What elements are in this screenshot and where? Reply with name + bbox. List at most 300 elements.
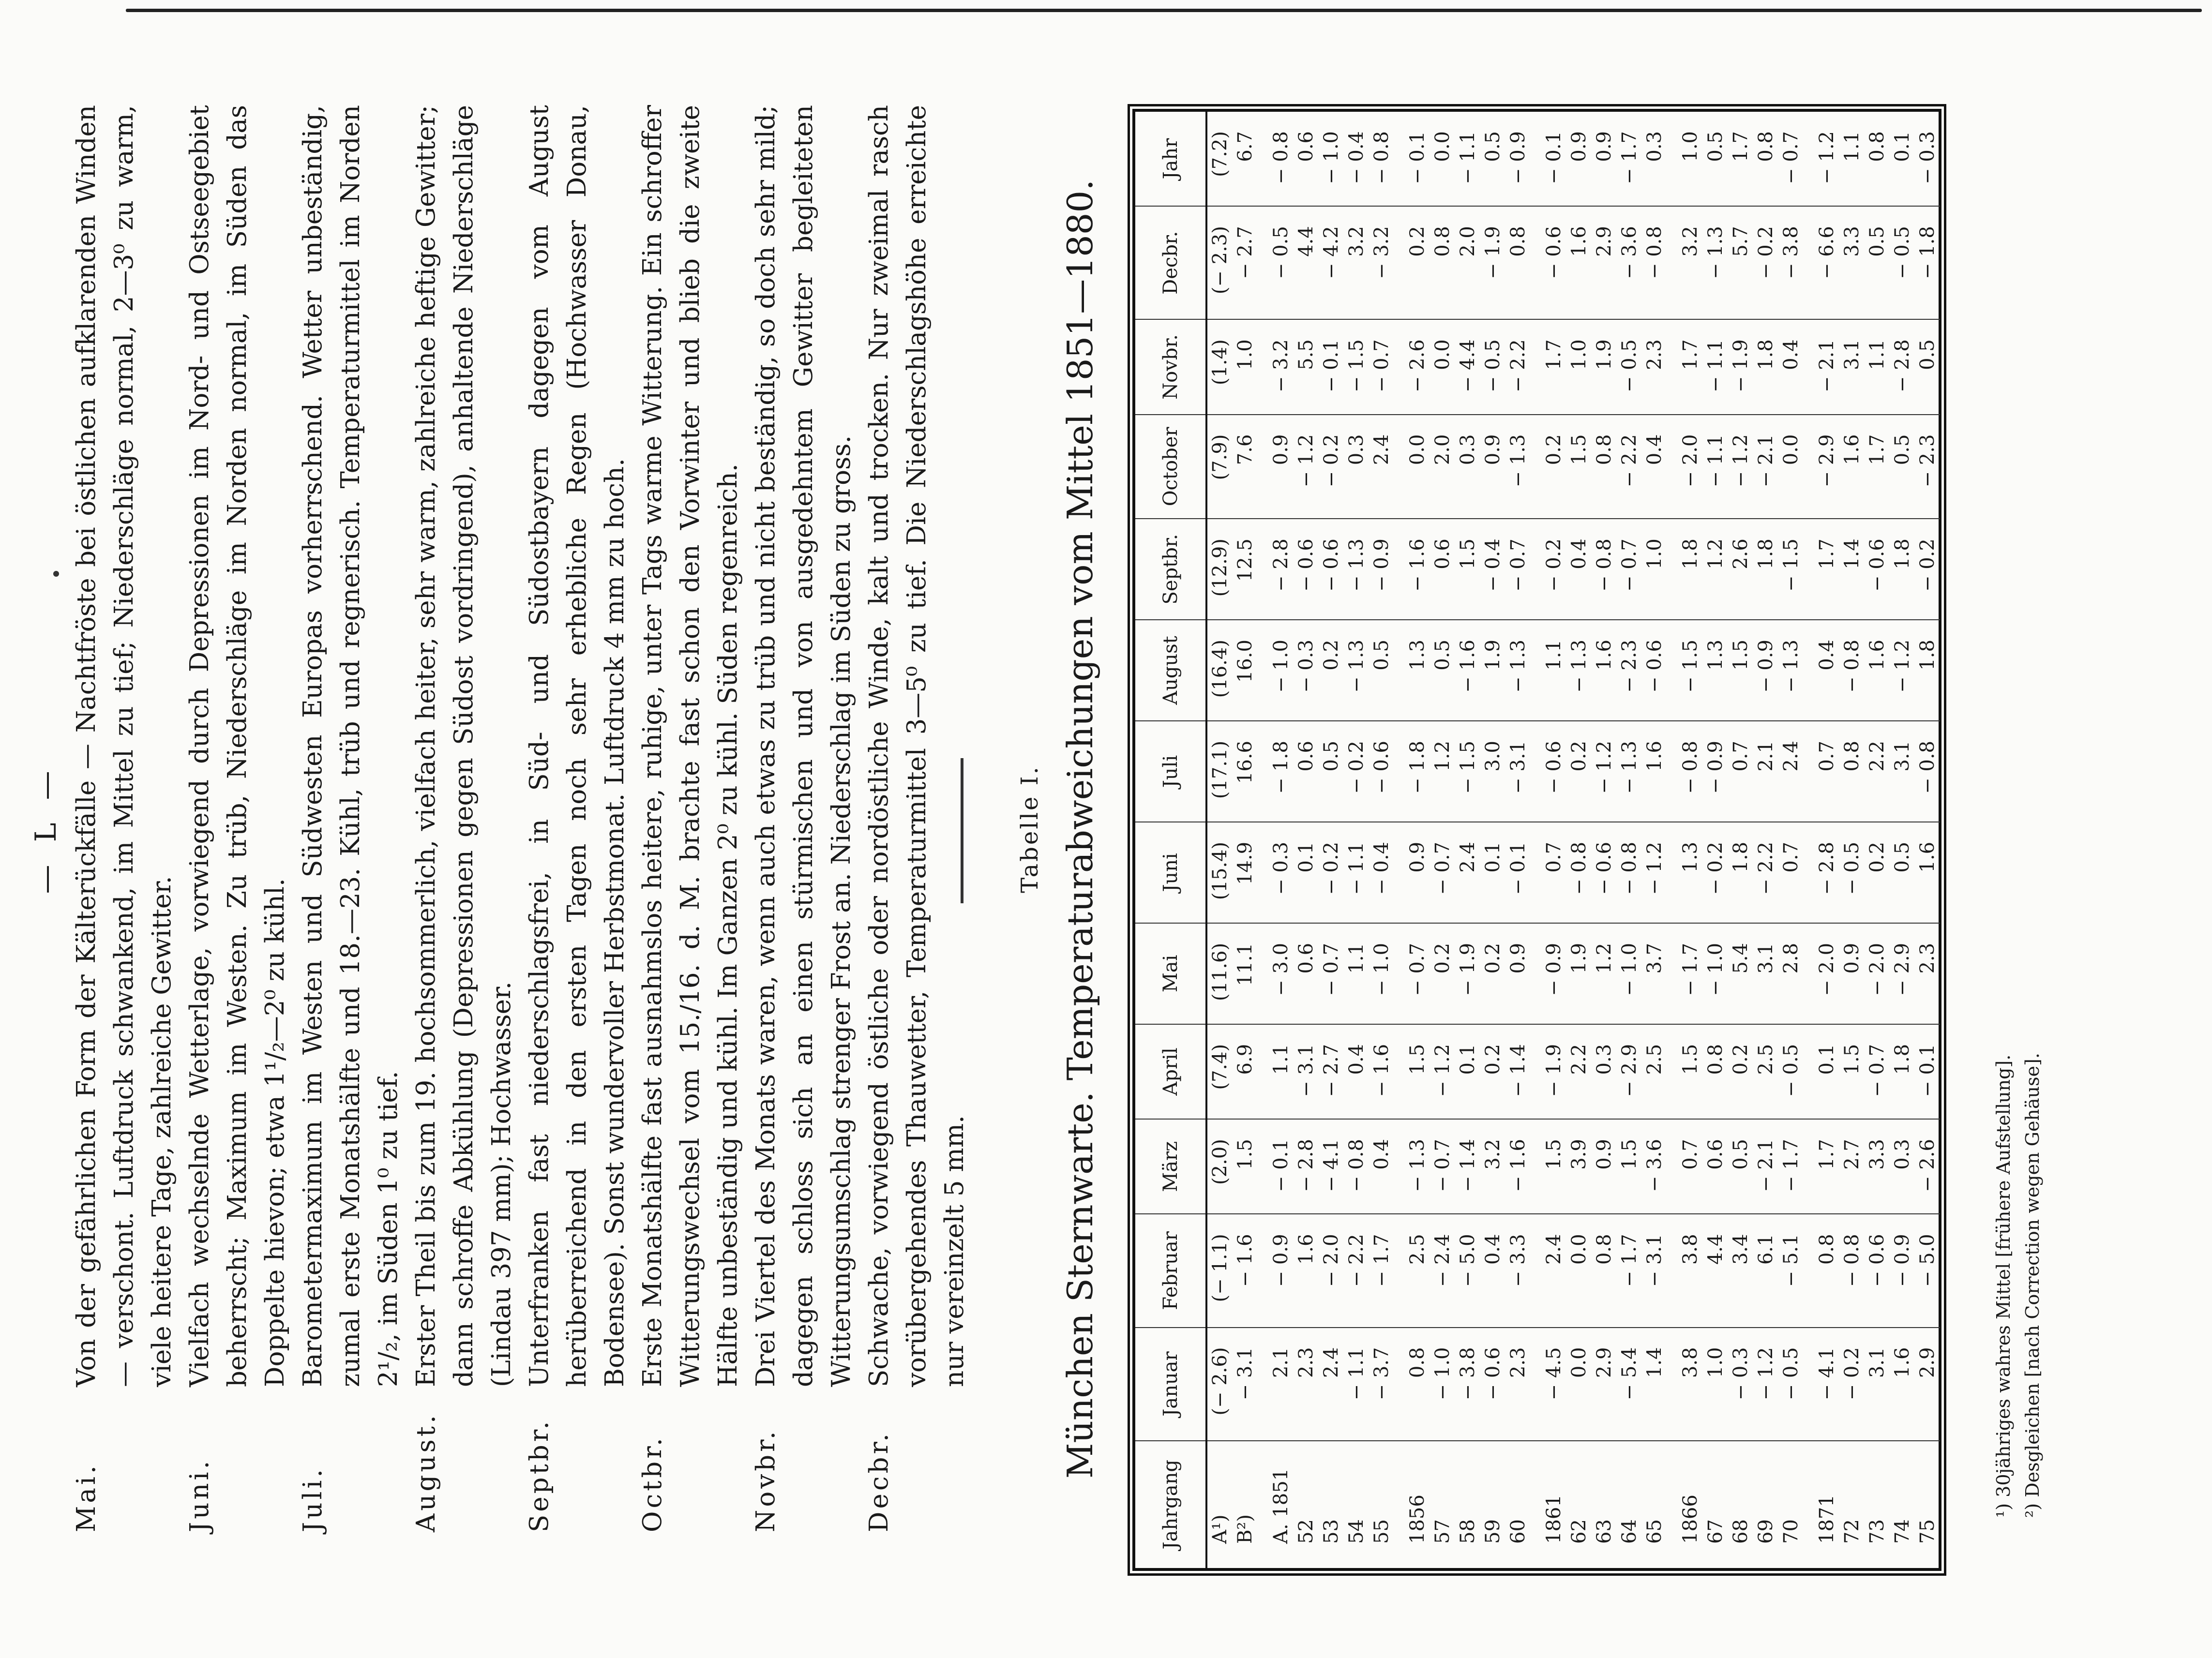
value-cell: − 0.9: [1505, 112, 1531, 206]
value-cell: 0.6: [1430, 519, 1455, 620]
value-cell: 0.2: [1566, 721, 1592, 822]
value-cell: − 2.9: [1617, 1024, 1642, 1119]
value-cell: − 0.8: [1566, 822, 1592, 923]
column-header: April: [1135, 1024, 1206, 1119]
value-cell: − 0.6: [1369, 721, 1394, 822]
value-cell: − 1.6: [1369, 1024, 1394, 1119]
month-text: Drei Viertel des Monats waren, wenn auch etwas zu trüb und nicht beständig, so doch sehr mild; dagegen schloss sich an einen stürmischen und von ausgedehntem Gewitter begleiteten Witterungsumschlag strenger Frost an. Niederschlag im Süden zu gross.: [751, 105, 856, 1387]
year-cell: 59: [1482, 1519, 1504, 1544]
value-cell: 0.7: [1531, 822, 1566, 923]
value-cell: − 0.5: [1890, 206, 1915, 319]
value-cell: − 1.3: [1566, 620, 1592, 721]
value-cell: − 3.7: [1369, 1328, 1394, 1441]
year-cell: 68: [1730, 1519, 1752, 1544]
value-cell: − 2.8: [1258, 519, 1294, 620]
value-cell: − 2.1: [1753, 1119, 1778, 1214]
value-cell: 3.3: [1865, 1119, 1890, 1214]
value-cell: − 2.6: [1915, 1119, 1940, 1214]
month-label: Juni.: [185, 1458, 214, 1532]
value-cell: − 0.4: [1369, 822, 1394, 923]
year-cell: 64: [1618, 1519, 1640, 1544]
year-cell: 73: [1866, 1519, 1888, 1544]
column-header: Februar: [1135, 1214, 1206, 1327]
table-row: [1505, 112, 1531, 1568]
value-cell: 1.9: [1480, 620, 1505, 721]
value-cell: 2.1: [1258, 1328, 1294, 1441]
value-cell: 0.7: [1778, 822, 1804, 923]
value-cell: − 4.2: [1319, 206, 1344, 319]
value-cell: − 1.1: [1703, 415, 1728, 519]
value-cell: 0.8: [1703, 1024, 1728, 1119]
value-cell: − 0.4: [1480, 519, 1505, 620]
value-cell: 12.5: [1233, 519, 1258, 620]
value-cell: − 0.9: [1753, 620, 1778, 721]
value-cell: 1.0: [1703, 1328, 1728, 1441]
value-cell: 0.1: [1890, 112, 1915, 206]
table-row: [1592, 112, 1617, 1568]
value-cell: − 2.0: [1667, 415, 1703, 519]
value-cell: − 2.0: [1804, 923, 1839, 1024]
value-cell: 0.1: [1294, 822, 1319, 923]
value-cell: − 1.0: [1430, 1328, 1455, 1441]
value-cell: 1.2: [1703, 519, 1728, 620]
month-label: Octbr.: [638, 1435, 667, 1532]
value-cell: (7.4): [1206, 1024, 1233, 1119]
value-cell: 1.1: [1865, 319, 1890, 414]
value-cell: − 0.8: [1667, 721, 1703, 822]
value-cell: − 0.2: [1531, 519, 1566, 620]
value-cell: 3.3: [1839, 206, 1865, 319]
value-cell: − 0.8: [1592, 519, 1617, 620]
value-cell: (17.1): [1206, 721, 1233, 822]
value-cell: 3.7: [1642, 923, 1667, 1024]
value-cell: 0.8: [1592, 415, 1617, 519]
month-text: Barometermaximum im Westen und Südwesten Europas vorherrschend. Wetter unbeständig, zumal erste Monatshälfte und 18.—23. Kühl, trüb und regnerisch. Temperaturmittel im Norden 2¹/₂, im Süden 1⁰ zu tief.: [298, 105, 403, 1387]
value-cell: − 0.2: [1839, 1328, 1865, 1441]
value-cell: − 1.3: [1703, 206, 1728, 319]
value-cell: 3.8: [1667, 1328, 1703, 1441]
value-cell: − 0.5: [1258, 206, 1294, 319]
value-cell: 0.8: [1865, 112, 1890, 206]
footnote-1: ¹) 30jähriges wahres Mittel [frühere Aufstellung].: [1993, 1054, 2014, 1518]
year-cell: 54: [1345, 1519, 1368, 1544]
value-cell: − 2.0: [1319, 1214, 1344, 1327]
value-cell: 1.1: [1344, 923, 1369, 1024]
value-cell: − 0.7: [1430, 822, 1455, 923]
value-cell: − 2.1: [1753, 415, 1778, 519]
value-cell: 1.5: [1617, 1119, 1642, 1214]
section-divider: [961, 758, 963, 903]
value-cell: 2.4: [1778, 721, 1804, 822]
month-text: Schwache, vorwiegend östliche oder nordöstliche Winde, kalt und trocken. Nur zweimal rasch vorübergehendes Thauwetter, Temperaturmittel 3—5⁰ zu tief. Die Niederschlagshöhe erreichte nur vereinzelt 5 mm.: [864, 105, 969, 1387]
value-cell: − 1.8: [1394, 721, 1430, 822]
month-text: Erster Theil bis zum 19. hochsommerlich, vielfach heiter, sehr warm, zahlreiche heftige Gewitter; dann schroffe Abkühlung (Depressionen gegen Südost vordringend), anhaltende Niederschläge (Lindau 397 mm); Hochwasser.: [411, 105, 516, 1387]
value-cell: − 2.9: [1804, 415, 1839, 519]
column-header: März: [1135, 1119, 1206, 1214]
value-cell: 2.9: [1592, 1328, 1617, 1441]
value-cell: 3.8: [1667, 1214, 1703, 1327]
value-cell: 1.8: [1890, 519, 1915, 620]
year-cell: B²): [1234, 1514, 1256, 1544]
month-label: August.: [411, 1412, 441, 1532]
year-cell: 69: [1755, 1519, 1777, 1544]
footnotes: [1989, 1053, 2047, 1518]
monthly-weather-notes: [68, 105, 974, 1532]
year-cell: 60: [1507, 1519, 1529, 1544]
value-cell: − 0.9: [1531, 923, 1566, 1024]
value-cell: 0.0: [1566, 1328, 1592, 1441]
value-cell: 1.7: [1728, 112, 1753, 206]
value-cell: − 1.7: [1778, 1119, 1804, 1214]
value-cell: − 1.3: [1344, 620, 1369, 721]
value-cell: 1.6: [1294, 1214, 1319, 1327]
value-cell: − 1.0: [1617, 923, 1642, 1024]
value-cell: 0.6: [1294, 923, 1319, 1024]
value-cell: − 2.2: [1617, 415, 1642, 519]
column-header: Jahr: [1135, 112, 1206, 206]
value-cell: − 3.2: [1369, 206, 1394, 319]
value-cell: − 1.9: [1455, 923, 1480, 1024]
value-cell: 0.9: [1505, 923, 1531, 1024]
value-cell: 0.9: [1839, 923, 1865, 1024]
value-cell: − 1.2: [1592, 721, 1617, 822]
value-cell: − 0.1: [1915, 1024, 1940, 1119]
value-cell: 1.7: [1865, 415, 1890, 519]
year-cell: 70: [1780, 1519, 1802, 1544]
value-cell: 0.4: [1778, 319, 1804, 414]
value-cell: − 5.0: [1915, 1214, 1940, 1327]
value-cell: − 2.2: [1344, 1214, 1369, 1327]
value-cell: − 0.8: [1839, 1214, 1865, 1327]
table-row: [1667, 112, 1703, 1568]
table-row: [1233, 112, 1258, 1568]
value-cell: 0.1: [1480, 822, 1505, 923]
value-cell: − 1.6: [1505, 1119, 1531, 1214]
value-cell: 0.5: [1480, 112, 1505, 206]
column-header: Januar: [1135, 1328, 1206, 1441]
value-cell: 1.0: [1667, 112, 1703, 206]
table-title: München Sternwarte. Temperaturabweichungen vom Mittel 1851—1880.: [1060, 179, 1100, 1479]
value-cell: − 2.2: [1753, 822, 1778, 923]
value-cell: − 0.5: [1839, 822, 1865, 923]
value-cell: 2.5: [1394, 1214, 1430, 1327]
value-cell: 2.0: [1430, 415, 1455, 519]
value-cell: − 1.1: [1703, 319, 1728, 414]
year-cell: 55: [1370, 1519, 1393, 1544]
value-cell: 0.8: [1753, 112, 1778, 206]
value-cell: − 1.2: [1753, 1328, 1778, 1441]
value-cell: − 3.2: [1258, 319, 1294, 414]
value-cell: 16.6: [1233, 721, 1258, 822]
value-cell: 1.6: [1890, 1328, 1915, 1441]
value-cell: 0.8: [1839, 721, 1865, 822]
value-cell: 0.6: [1294, 721, 1319, 822]
table-row: [1480, 112, 1505, 1568]
value-cell: − 0.8: [1915, 721, 1940, 822]
table-row: [1430, 112, 1455, 1568]
value-cell: − 0.7: [1865, 1024, 1890, 1119]
value-cell: 1.6: [1592, 620, 1617, 721]
value-cell: 1.0: [1566, 319, 1592, 414]
value-cell: − 1.5: [1778, 519, 1804, 620]
value-cell: − 1.8: [1915, 206, 1940, 319]
value-cell: 0.6: [1294, 112, 1319, 206]
value-cell: (− 1.1): [1206, 1214, 1233, 1327]
footnote-2: ²) Desgleichen [nach Correction wegen Gehäuse].: [2022, 1053, 2043, 1518]
value-cell: 0.9: [1258, 415, 1294, 519]
value-cell: 2.9: [1592, 206, 1617, 319]
value-cell: − 0.7: [1430, 1119, 1455, 1214]
year-cell: 63: [1593, 1519, 1615, 1544]
value-cell: − 1.2: [1728, 415, 1753, 519]
value-cell: − 1.7: [1667, 923, 1703, 1024]
value-cell: 2.4: [1531, 1214, 1566, 1327]
value-cell: 3.2: [1480, 1119, 1505, 1214]
year-cell: 1871: [1816, 1494, 1838, 1544]
value-cell: 2.9: [1915, 1328, 1940, 1441]
value-cell: 1.3: [1667, 822, 1703, 923]
value-cell: − 2.0: [1865, 923, 1890, 1024]
value-cell: 1.1: [1839, 112, 1865, 206]
value-cell: − 1.1: [1455, 112, 1480, 206]
value-cell: 1.7: [1531, 319, 1566, 414]
value-cell: 0.6: [1703, 1119, 1728, 1214]
table-row: [1566, 112, 1592, 1568]
month-text: Unterfranken fast niederschlagsfrei, in Süd- und Südostbayern dagegen vom August herüberreichend in den ersten Tagen noch sehr erhebliche Regen (Hochwasser Donau, Bodensee). Sonst wundervoller Herbstmonat. Luftdruck 4 mm zu hoch.: [525, 105, 630, 1387]
value-cell: (7.9): [1206, 415, 1233, 519]
value-cell: − 0.4: [1344, 112, 1369, 206]
value-cell: 0.1: [1804, 1024, 1839, 1119]
value-cell: 1.8: [1753, 519, 1778, 620]
value-cell: − 2.7: [1319, 1024, 1344, 1119]
value-cell: − 1.2: [1804, 112, 1839, 206]
value-cell: − 1.9: [1531, 1024, 1566, 1119]
value-cell: 3.4: [1728, 1214, 1753, 1327]
year-cell: A¹): [1209, 1514, 1231, 1544]
value-cell: − 6.6: [1804, 206, 1839, 319]
value-cell: − 3.1: [1294, 1024, 1319, 1119]
value-cell: − 0.7: [1394, 923, 1430, 1024]
value-cell: 0.5: [1865, 206, 1890, 319]
value-cell: 1.9: [1592, 319, 1617, 414]
value-cell: − 0.8: [1258, 112, 1294, 206]
table-label: Tabelle I.: [1016, 765, 1043, 893]
value-cell: 1.4: [1642, 1328, 1667, 1441]
value-cell: 0.0: [1566, 1214, 1592, 1327]
value-cell: 0.9: [1592, 112, 1617, 206]
value-cell: 1.6: [1915, 822, 1940, 923]
table-row: [1344, 112, 1369, 1568]
year-cell: 1861: [1543, 1494, 1565, 1544]
table-row: [1642, 112, 1667, 1568]
value-cell: (2.0): [1206, 1119, 1233, 1214]
value-cell: − 3.1: [1642, 1214, 1667, 1327]
value-cell: − 3.6: [1642, 1119, 1667, 1214]
value-cell: − 1.0: [1703, 923, 1728, 1024]
value-cell: − 0.8: [1642, 206, 1667, 319]
value-cell: 0.2: [1319, 620, 1344, 721]
value-cell: − 1.7: [1617, 1214, 1642, 1327]
value-cell: − 1.5: [1344, 319, 1369, 414]
value-cell: − 1.3: [1394, 1119, 1430, 1214]
value-cell: (7.2): [1206, 112, 1233, 206]
month-entry: [747, 105, 860, 1532]
value-cell: − 0.7: [1617, 519, 1642, 620]
value-cell: 1.9: [1566, 923, 1592, 1024]
value-cell: 0.2: [1728, 1024, 1753, 1119]
year-cell: 52: [1295, 1519, 1317, 1544]
value-cell: − 2.2: [1505, 319, 1531, 414]
year-cell: 74: [1891, 1519, 1913, 1544]
value-cell: 3.1: [1753, 923, 1778, 1024]
value-cell: 1.1: [1531, 620, 1566, 721]
year-cell: 1866: [1679, 1494, 1701, 1544]
table-body: [1206, 112, 1940, 1568]
value-cell: 0.2: [1480, 923, 1505, 1024]
value-cell: − 0.6: [1865, 519, 1890, 620]
value-cell: − 0.1: [1505, 822, 1531, 923]
value-cell: 5.5: [1294, 319, 1319, 414]
value-cell: 2.5: [1753, 1024, 1778, 1119]
month-label: Novbr.: [751, 1428, 781, 1532]
value-cell: 3.1: [1890, 721, 1915, 822]
table-row: [1617, 112, 1642, 1568]
value-cell: 2.3: [1915, 923, 1940, 1024]
value-cell: 1.7: [1804, 1119, 1839, 1214]
value-cell: 6.7: [1233, 112, 1258, 206]
value-cell: − 1.7: [1369, 1214, 1394, 1327]
value-cell: − 0.6: [1531, 206, 1566, 319]
year-cell: A. 1851: [1270, 1468, 1292, 1544]
value-cell: − 0.3: [1915, 112, 1940, 206]
value-cell: 16.0: [1233, 620, 1258, 721]
value-cell: − 0.9: [1890, 1214, 1915, 1327]
value-cell: − 0.5: [1617, 319, 1642, 414]
value-cell: − 1.3: [1505, 415, 1531, 519]
page-header: — L —: [29, 764, 63, 894]
value-cell: − 2.8: [1890, 319, 1915, 414]
value-cell: − 0.8: [1369, 112, 1394, 206]
value-cell: 1.6: [1642, 721, 1667, 822]
value-cell: − 4.5: [1531, 1328, 1566, 1441]
month-entry: [68, 105, 181, 1532]
value-cell: − 1.9: [1480, 206, 1505, 319]
value-cell: (11.6): [1206, 923, 1233, 1024]
table-row: [1258, 112, 1294, 1568]
value-cell: 0.3: [1642, 112, 1667, 206]
column-header: Novbr.: [1135, 319, 1206, 414]
value-cell: − 0.2: [1703, 822, 1728, 923]
value-cell: 0.9: [1592, 1119, 1617, 1214]
year-cell: 58: [1457, 1519, 1479, 1544]
table-frame: [1132, 109, 1941, 1571]
value-cell: − 2.7: [1233, 206, 1258, 319]
value-cell: − 0.7: [1319, 923, 1344, 1024]
value-cell: 5.7: [1728, 206, 1753, 319]
value-cell: 4.4: [1703, 1214, 1728, 1327]
value-cell: 0.4: [1369, 1119, 1394, 1214]
value-cell: 0.5: [1369, 620, 1394, 721]
value-cell: (− 2.3): [1206, 206, 1233, 319]
value-cell: 1.2: [1592, 923, 1617, 1024]
value-cell: 0.2: [1531, 415, 1566, 519]
value-cell: 0.4: [1642, 415, 1667, 519]
value-cell: 1.5: [1233, 1119, 1258, 1214]
value-cell: − 3.1: [1505, 721, 1531, 822]
value-cell: − 0.9: [1258, 1214, 1294, 1327]
value-cell: 1.8: [1728, 822, 1753, 923]
value-cell: 3.2: [1344, 206, 1369, 319]
value-cell: 0.7: [1667, 1119, 1703, 1214]
value-cell: 0.9: [1480, 415, 1505, 519]
value-cell: 1.6: [1566, 206, 1592, 319]
value-cell: − 0.8: [1344, 1119, 1369, 1214]
value-cell: − 0.6: [1642, 620, 1667, 721]
value-cell: − 4.4: [1455, 319, 1480, 414]
value-cell: 3.1: [1839, 319, 1865, 414]
month-label: Decbr.: [864, 1431, 894, 1532]
value-cell: − 3.8: [1455, 1328, 1480, 1441]
value-cell: 6.9: [1233, 1024, 1258, 1119]
year-cell: 57: [1431, 1519, 1454, 1544]
value-cell: 2.4: [1455, 822, 1480, 923]
value-cell: 0.2: [1430, 923, 1455, 1024]
value-cell: 2.4: [1319, 1328, 1344, 1441]
value-cell: (1.4): [1206, 319, 1233, 414]
table-row: [1865, 112, 1890, 1568]
value-cell: − 2.1: [1804, 319, 1839, 414]
value-cell: − 1.4: [1505, 1024, 1531, 1119]
value-cell: 1.4: [1839, 519, 1865, 620]
value-cell: 6.1: [1753, 1214, 1778, 1327]
value-cell: − 1.3: [1505, 620, 1531, 721]
value-cell: 0.2: [1865, 822, 1890, 923]
value-cell: − 0.6: [1592, 822, 1617, 923]
value-cell: 0.0: [1778, 415, 1804, 519]
value-cell: 0.4: [1344, 1024, 1369, 1119]
value-cell: − 1.3: [1778, 620, 1804, 721]
table-header-row: [1135, 112, 1206, 1568]
value-cell: − 0.1: [1531, 112, 1566, 206]
value-cell: 1.5: [1394, 1024, 1430, 1119]
year-cell: 72: [1841, 1519, 1863, 1544]
value-cell: − 3.3: [1505, 1214, 1531, 1327]
value-cell: (16.4): [1206, 620, 1233, 721]
value-cell: 1.0: [1233, 319, 1258, 414]
value-cell: − 1.6: [1233, 1214, 1258, 1327]
table-row: [1890, 112, 1915, 1568]
value-cell: 2.5: [1642, 1024, 1667, 1119]
value-cell: − 2.3: [1617, 620, 1642, 721]
value-cell: 7.6: [1233, 415, 1258, 519]
value-cell: 14.9: [1233, 822, 1258, 923]
value-cell: 1.7: [1804, 519, 1839, 620]
value-cell: 0.5: [1890, 822, 1915, 923]
year-cell: 53: [1320, 1519, 1342, 1544]
column-header: Septbr.: [1135, 519, 1206, 620]
value-cell: 1.8: [1915, 620, 1940, 721]
value-cell: 1.3: [1394, 620, 1430, 721]
year-cell: 65: [1643, 1519, 1666, 1544]
value-cell: 0.0: [1430, 319, 1455, 414]
value-cell: 0.3: [1344, 415, 1369, 519]
value-cell: 1.5: [1839, 1024, 1865, 1119]
value-cell: − 0.5: [1480, 319, 1505, 414]
value-cell: − 1.7: [1617, 112, 1642, 206]
value-cell: 0.9: [1394, 822, 1430, 923]
value-cell: − 1.6: [1394, 519, 1430, 620]
value-cell: − 0.2: [1319, 822, 1344, 923]
